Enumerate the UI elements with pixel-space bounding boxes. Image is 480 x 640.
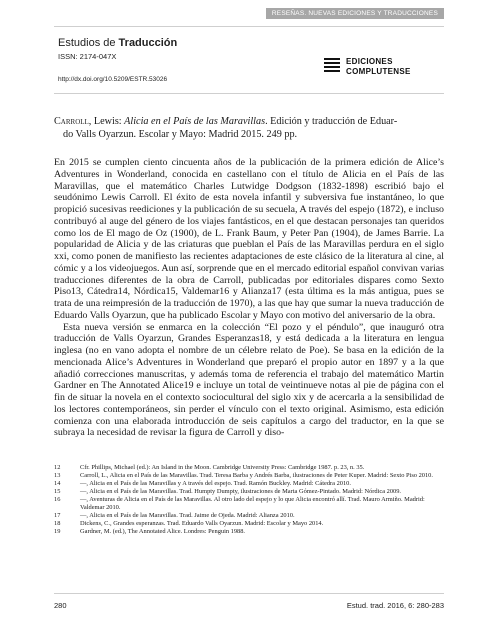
footnote — [54, 488, 444, 496]
citation-author: Carroll — [54, 116, 89, 127]
footnotes — [54, 464, 444, 536]
publisher-icon — [324, 58, 340, 76]
paragraph-2: Esta nueva versión se enmarca en la colección “El pozo y el péndulo”, que inauguró otra traducción de Valls Oyarzun, Grandes Esperanzas18, y está dedicada a la literatura en lengua inglesa (no en vano adopta el nombre de un célebre relato de Poe). Se basa en la edición de la mencionada Alice’s Adventures in Wonderland que preparó el propio autor en 1897 y a la que añadió correcciones manuscritas, y además toma de referencia el trabajo del matemático Martin Gardner en The Annotated Alice19 e incluye un total de veintinueve notas al pie de página con el fin de situar la novela en el contexto sociocultural del siglo xix y de acercarla a la sensibilidad de los lectores contemporáneos, sin perder el vínculo con el texto original. Asimismo, esta edición comienza con una elaborada introducción de seis capítulos a cargo del traductor, en la que se subraya la necesidad de revisar la figura de Carroll y diso- — [54, 321, 444, 439]
footnote — [54, 472, 444, 480]
citation-title: Alicia en el País de las Maravillas — [124, 116, 266, 127]
footnote-text: Gardner, M. (ed.), The Annotated Alice. Londres: Penguin 1988. — [80, 528, 246, 535]
footnote-text: Carroll, L., Alicia en el País de las Maravillas. Trad. Teresa Barba y Andrés Barba, ilustraciones de Peter Kuper. Madrid: Sexto Piso 2010. — [80, 472, 433, 479]
footnote-number: 14 — [54, 480, 61, 487]
citation-rest: . Edición y traducción de Eduar- — [265, 116, 398, 127]
footnote-number: 15 — [54, 488, 61, 495]
footnote-text: —, Alicia en el País de las Maravillas. Trad. Humpty Dumpty, ilustraciones de Marta Gómez-Pintado. Madrid: Nórdica 2009. — [80, 488, 402, 495]
footnote-text: Cfr. Phillips, Michael (ed.): An Island in the Moon. Cambridge University Press: Cambridge 1987. p. 23, n. 35. — [80, 464, 365, 471]
footnote — [54, 520, 444, 528]
footnote — [54, 512, 444, 520]
footnote — [54, 464, 444, 472]
citation-rest2: do Valls Oyarzun. Escolar y Mayo: Madrid 2015. 249 pp. — [63, 128, 298, 140]
publisher-logo — [324, 57, 411, 76]
journal-header — [54, 26, 444, 94]
footnote — [54, 480, 444, 488]
publisher-line1: EDICIONES — [346, 57, 393, 66]
footnote-number: 19 — [54, 528, 61, 535]
footnote-text: Dickens, C., Grandes esperanzas. Trad. Eduardo Valls Oyarzun. Madrid: Escolar y Mayo 2014. — [80, 520, 324, 527]
review-body — [54, 157, 444, 439]
issn: ISSN: 2174-047X — [58, 52, 117, 61]
citation-given: , Lewis: — [88, 116, 125, 127]
footnote-number: 13 — [54, 472, 61, 479]
footnote-text: —, Aventuras de Alicia en el País de las Maravillas. Al otro lado del espejo y lo que Alicia encontró allí. Trad. Mauro Armiño. Madrid: Valdemar 2010. — [80, 496, 425, 511]
publisher-line2: COMPLUTENSE — [346, 66, 411, 76]
journal-reference: Estud. trad. 2016, 6: 280-283 — [346, 601, 444, 610]
journal-title: Estudios de Traducción — [58, 37, 178, 49]
doi-link[interactable]: http://dx.doi.org/10.5209/ESTR.53026 — [58, 76, 168, 83]
footnote-text: —, Alicia en el País de las Maravillas. Trad. Jaime de Ojeda. Madrid: Alianza 2010. — [80, 512, 295, 519]
paragraph-1: En 2015 se cumplen ciento cincuenta años de la publicación de la primera edición de Alice’s Adventures in Wonderland, conocida en castellano con el título de Alicia en el País de las Maravillas, que el matemático Charles Lutwidge Dodgson (1832-1898) escribió bajo el seudónimo Lewis Carroll. El éxito de esta novela infantil y subversiva fue instantáneo, lo que propició sucesivas reediciones y la publicación de su secuela, A través del espejo (1872), e incluso contribuyó al auge del género de los viajes fantásticos, en el que destacan personajes tan queridos como los de El mago de Oz (1900), de L. Frank Baum, y Peter Pan (1904), de James Barrie. La popularidad de Alicia y de las criaturas que pueblan el País de las Maravillas perdura en el siglo xxi, como ponen de manifiesto las recientes adaptaciones de este clásico de la literatura al cine, al cómic y a los videojuegos. Aun así, sorprende que en el mercado editorial español convivan varias traducciones diferentes de la obra de Carroll, publicadas por editoriales dispares como Sexto Piso13, Cátedra14, Nórdica15, Valdemar16 y Alianza17 (esta última es la más antigua, pues se trata de una reimpresión de la traducción de 1970), a las que hay que sumar la nueva traducción de Eduardo Valls Oyarzun, que ha publicado Escolar y Mayo con motivo del aniversario de la obra. — [54, 157, 444, 321]
footnote-number: 18 — [54, 520, 61, 527]
section-tag: RESEÑAS. NUEVAS EDICIONES Y TRADUCCIONES — [266, 8, 444, 19]
review-citation — [54, 116, 444, 141]
page-number: 280 — [54, 601, 67, 610]
footnote — [54, 496, 444, 512]
footnote — [54, 528, 444, 536]
footnote-number: 12 — [54, 464, 61, 471]
footnote-number: 17 — [54, 512, 61, 519]
footer-divider — [54, 593, 444, 594]
footnote-text: —, Alicia en el País de las Maravillas y A través del espejo. Trad. Ramón Buckley. Madrid: Cátedra 2010. — [80, 480, 351, 487]
footnote-number: 16 — [54, 496, 61, 503]
